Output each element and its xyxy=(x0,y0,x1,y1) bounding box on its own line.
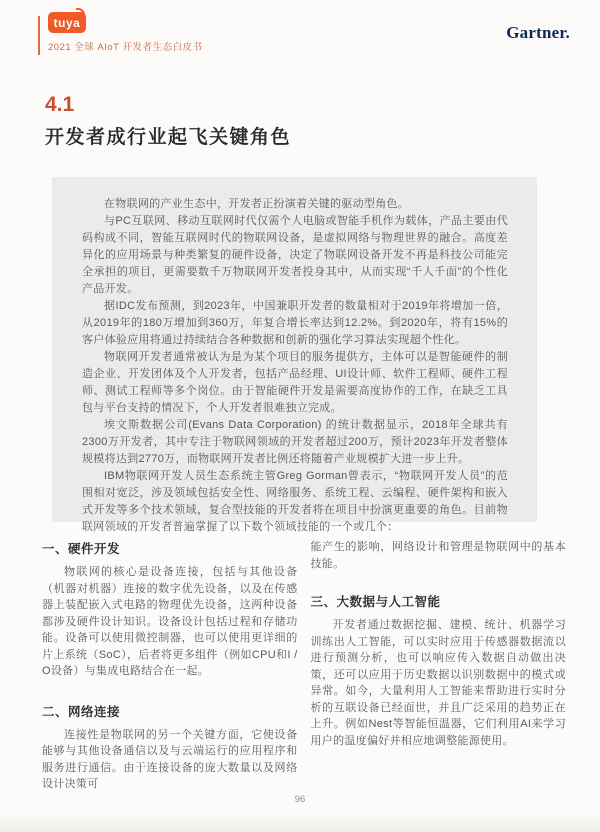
skill-body-network-part1: 连接性是物联网的另一个关键方面，它使设备能够与其他设备通信以及与云端运行的应用程序和服务进行通信。由于连接设备的庞大数量以及网络设计决策可 xyxy=(42,728,298,790)
gartner-logo: Gartner. xyxy=(506,23,570,42)
section-title: 开发者成行业起飞关键角色 xyxy=(45,127,292,148)
skills-column-left xyxy=(42,539,298,793)
intro-paragraph: IBM物联网开发人员生态系统主管Greg Gorman曾表示，“物联网开发人员”的范围相对宽泛，涉及领域包括安全性、网络服务、系统工程、云编程、硬件架构和嵌入式开发等多个技术领域，复合型技能的开发者将在项目中扮演更重要的角色。目前物联网领域的开发者普遍掌握了以下数个领域技能的一个或几个： xyxy=(82,470,508,533)
intro-paragraph: 与PC互联网、移动互联网时代仅需个人电脑或智能手机作为载体，产品主要由代码构成不同，智能互联网时代的物联网设备，是虚拟网络与物理世界的融合。高度差异化的应用场景与种类繁复的硬件设备，决定了物联网设备开发不再是科技公司能完全承担的项目，更需要数千万物联网开发者投身其中，从而实现“千人千面”的个性化产品开发。 xyxy=(82,215,508,295)
intro-paragraph: 在物联网的产业生态中，开发者正扮演着关键的驱动型角色。 xyxy=(104,198,410,210)
skill-body-network-part2: 能产生的影响，网络设计和管理是物联网中的基本技能。 xyxy=(310,541,566,570)
whitepaper-title: 2021 全球 AIoT 开发者生态白皮书 xyxy=(48,42,203,53)
skill-heading-ai: 三、大数据与人工智能 xyxy=(310,595,441,609)
tuya-logo-text: tuya xyxy=(53,15,81,30)
skill-body-hardware: 物联网的核心是设备连接，包括与其他设备（机器对机器）连接的数字优先设备，以及在传感器上装配嵌入式电路的物理优先设备，这两种设备都涉及硬件设计知识。设备设计包括过程和存储功能。设备可以使用微控制器，也可以使用更详细的片上系统（SoC），后者将更多组件（例如CPU和I / O设备）与集成电路结合在一起。 xyxy=(42,566,298,677)
page-number: 96 xyxy=(294,794,306,805)
section-number: 4.1 xyxy=(45,93,75,116)
header-accent-rule xyxy=(38,16,40,55)
skill-body-ai: 开发者通过数据挖掘、建模、统计、机器学习训练出人工智能，可以实时应用于传感器数据流以进行预测分析，也可以响应传入数据自动做出决策，还可以应用于历史数据以识别数据中的模式或异常。如今，大量利用人工智能来帮助进行实时分析的互联设备已经面世，并且广泛采用的趋势正在上升。例如Nest等智能恒温器，它们利用AI来学习用户的温度偏好并相应地调整能源使用。 xyxy=(310,619,566,747)
intro-paragraph: 物联网开发者通常被认为是为某个项目的服务提供方，主体可以是智能硬件的制造企业、开发团体及个人开发者，包括产品经理、UI设计师、软件工程师、硬件工程师、测试工程师等多个岗位。由于智能硬件开发是需要高度协作的工作，在缺乏工具包与平台支持的情况下，个人开发者很难独立完成。 xyxy=(82,351,508,414)
intro-text-box xyxy=(52,177,537,533)
skills-columns xyxy=(42,539,566,793)
skills-column-right xyxy=(311,539,567,793)
skill-heading-network: 二、网络连接 xyxy=(42,704,121,719)
page-bottom-shade xyxy=(0,814,600,832)
skill-heading-hardware: 一、硬件开发 xyxy=(42,542,121,556)
intro-paragraph: 埃文斯数据公司(Evans Data Corporation) 的统计数据显示，2018年全球共有2300万开发者，其中专注于物联网领域的开发者超过200万，预计2023年开发者整体规模将达到2770万，而物联网开发者比例还将随着产业规模扩大进一步上升。 xyxy=(82,419,508,465)
intro-paragraph: 据IDC发布预测，到2023年，中国兼职开发者的数量相对于2019年将增加一倍，从2019年的180万增加到360万，年复合增长率达到12.2%。到2020年，将有15%的客户体验应用将通过持续结合各种数据和创新的强化学习算法实现超个性化。 xyxy=(82,300,508,346)
tuya-logo xyxy=(48,12,86,33)
